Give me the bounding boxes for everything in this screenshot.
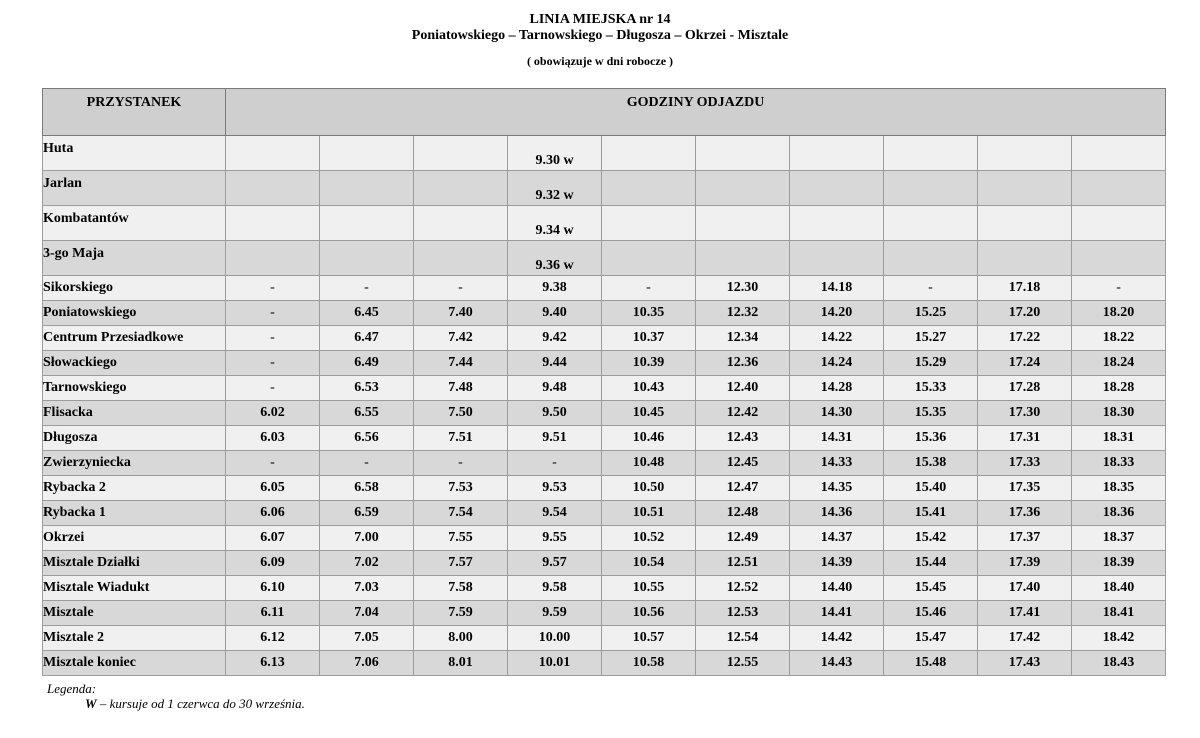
departure-time-cell: 15.27 xyxy=(884,326,978,351)
departure-time-cell: - xyxy=(226,451,320,476)
departure-time-cell xyxy=(790,241,884,276)
departure-time-cell: 15.36 xyxy=(884,426,978,451)
departure-time-cell: 9.51 xyxy=(508,426,602,451)
departure-time-cell: 14.42 xyxy=(790,626,884,651)
departure-time-cell: 17.30 xyxy=(978,401,1072,426)
departure-time-cell: 18.43 xyxy=(1072,651,1166,676)
stop-name-cell: Poniatowskiego xyxy=(43,301,226,326)
departure-time-cell: 14.43 xyxy=(790,651,884,676)
departure-time-cell: 14.40 xyxy=(790,576,884,601)
stop-name-cell: Słowackiego xyxy=(43,351,226,376)
departure-time-cell: - xyxy=(226,276,320,301)
departure-time-cell: 14.28 xyxy=(790,376,884,401)
departure-time-cell: 15.45 xyxy=(884,576,978,601)
departure-time-cell: 18.39 xyxy=(1072,551,1166,576)
departure-time-cell: 17.22 xyxy=(978,326,1072,351)
departure-time-cell: 7.04 xyxy=(320,601,414,626)
stop-name-cell: Misztale Wiadukt xyxy=(43,576,226,601)
departure-time-cell xyxy=(1072,206,1166,241)
departure-time-cell: 7.53 xyxy=(414,476,508,501)
departure-time-cell xyxy=(790,171,884,206)
departure-time-cell xyxy=(602,171,696,206)
departure-time-cell: 6.02 xyxy=(226,401,320,426)
stop-name-cell: Misztale 2 xyxy=(43,626,226,651)
departure-time-cell: 17.35 xyxy=(978,476,1072,501)
departure-time-cell: 9.55 xyxy=(508,526,602,551)
departure-time-cell xyxy=(602,206,696,241)
departure-time-cell: 12.34 xyxy=(696,326,790,351)
departure-time-cell: 18.22 xyxy=(1072,326,1166,351)
departure-time-cell: 7.48 xyxy=(414,376,508,401)
timetable-header xyxy=(0,12,1200,68)
legend-entry xyxy=(85,696,305,711)
departure-time-cell: 18.28 xyxy=(1072,376,1166,401)
departure-time-cell xyxy=(414,241,508,276)
stop-name-cell: Zwierzyniecka xyxy=(43,451,226,476)
departure-time-cell: 17.36 xyxy=(978,501,1072,526)
departure-time-cell: 7.44 xyxy=(414,351,508,376)
legend-text: – kursuje od 1 czerwca do 30 września. xyxy=(96,696,305,711)
departure-time-cell: 18.37 xyxy=(1072,526,1166,551)
table-row xyxy=(43,206,1166,241)
departure-time-cell: 15.25 xyxy=(884,301,978,326)
table-row xyxy=(43,526,1166,551)
departure-time-cell: 6.10 xyxy=(226,576,320,601)
table-row xyxy=(43,426,1166,451)
departure-time-cell: 7.05 xyxy=(320,626,414,651)
stop-name-cell: Kombatantów xyxy=(43,206,226,241)
stop-name-cell: Rybacka 2 xyxy=(43,476,226,501)
table-row xyxy=(43,551,1166,576)
departure-time-cell xyxy=(884,241,978,276)
departure-time-cell: 6.47 xyxy=(320,326,414,351)
stop-name-cell: Centrum Przesiadkowe xyxy=(43,326,226,351)
stop-name-cell: Okrzei xyxy=(43,526,226,551)
departure-time-cell: 14.37 xyxy=(790,526,884,551)
departure-time-cell: - xyxy=(1072,276,1166,301)
departure-time-cell: 12.43 xyxy=(696,426,790,451)
departure-time-cell xyxy=(320,206,414,241)
departure-time-cell: 6.13 xyxy=(226,651,320,676)
table-row xyxy=(43,626,1166,651)
departure-time-cell: 6.49 xyxy=(320,351,414,376)
departure-time-cell: 7.51 xyxy=(414,426,508,451)
departure-time-cell: 12.36 xyxy=(696,351,790,376)
departure-time-cell: - xyxy=(226,301,320,326)
departure-time-cell: 17.20 xyxy=(978,301,1072,326)
legend xyxy=(47,681,305,711)
departure-time-cell: 9.38 xyxy=(508,276,602,301)
departure-time-cell: 14.30 xyxy=(790,401,884,426)
departure-time-cell: 7.03 xyxy=(320,576,414,601)
departure-time-cell: - xyxy=(320,451,414,476)
line-title: LINIA MIEJSKA nr 14 xyxy=(529,12,671,27)
stop-name-cell: 3-go Maja xyxy=(43,241,226,276)
departure-time-cell: 6.12 xyxy=(226,626,320,651)
departure-time-cell: 9.40 xyxy=(508,301,602,326)
timetable-body xyxy=(43,136,1166,676)
departure-time-cell: 9.36 w xyxy=(508,241,602,276)
departure-time-cell: 17.18 xyxy=(978,276,1072,301)
departure-time-cell: 18.30 xyxy=(1072,401,1166,426)
legend-symbol: W xyxy=(85,696,97,711)
table-row xyxy=(43,171,1166,206)
departure-time-cell: 12.48 xyxy=(696,501,790,526)
departure-time-cell: 10.46 xyxy=(602,426,696,451)
departure-time-cell: 6.11 xyxy=(226,601,320,626)
departure-time-cell: 10.52 xyxy=(602,526,696,551)
departure-time-cell: 7.50 xyxy=(414,401,508,426)
departure-time-cell: 7.55 xyxy=(414,526,508,551)
departure-time-cell xyxy=(1072,241,1166,276)
departure-time-cell: 12.49 xyxy=(696,526,790,551)
departure-time-cell: 9.50 xyxy=(508,401,602,426)
departure-time-cell: 14.39 xyxy=(790,551,884,576)
departure-time-cell: 9.58 xyxy=(508,576,602,601)
stop-name-cell: Misztale koniec xyxy=(43,651,226,676)
departure-time-cell xyxy=(978,206,1072,241)
departure-time-cell: 12.30 xyxy=(696,276,790,301)
departure-time-cell xyxy=(696,206,790,241)
route-description: Poniatowskiego – Tarnowskiego – Długosza – Okrzei - Misztale xyxy=(411,28,789,43)
departure-time-cell: 6.09 xyxy=(226,551,320,576)
departure-time-cell xyxy=(414,136,508,171)
departure-time-cell: 10.48 xyxy=(602,451,696,476)
departure-time-cell: 9.57 xyxy=(508,551,602,576)
departure-time-cell: 7.02 xyxy=(320,551,414,576)
departure-time-cell: 10.00 xyxy=(508,626,602,651)
departure-time-cell: 7.00 xyxy=(320,526,414,551)
departure-time-cell: 10.58 xyxy=(602,651,696,676)
departure-time-cell xyxy=(978,136,1072,171)
departure-time-cell: 6.53 xyxy=(320,376,414,401)
departure-time-cell: 10.51 xyxy=(602,501,696,526)
departure-time-cell: 18.20 xyxy=(1072,301,1166,326)
departure-time-cell: 9.59 xyxy=(508,601,602,626)
departure-time-cell: 12.40 xyxy=(696,376,790,401)
departure-time-cell xyxy=(790,206,884,241)
stop-name-cell: Misztale Działki xyxy=(43,551,226,576)
departure-time-cell xyxy=(696,171,790,206)
departure-time-cell: 10.55 xyxy=(602,576,696,601)
departure-time-cell xyxy=(414,171,508,206)
departure-time-cell: 14.33 xyxy=(790,451,884,476)
departure-time-cell xyxy=(790,136,884,171)
departure-time-cell: 9.53 xyxy=(508,476,602,501)
table-row xyxy=(43,501,1166,526)
legend-title: Legenda: xyxy=(47,681,97,696)
validity-note: ( obowiązuje w dni robocze ) xyxy=(526,54,674,68)
departure-time-cell xyxy=(884,206,978,241)
departure-time-cell: 15.47 xyxy=(884,626,978,651)
departure-time-cell xyxy=(696,136,790,171)
departure-time-cell: 6.07 xyxy=(226,526,320,551)
table-row xyxy=(43,451,1166,476)
stop-name-cell: Misztale xyxy=(43,601,226,626)
departure-time-cell: 15.44 xyxy=(884,551,978,576)
table-row xyxy=(43,401,1166,426)
departure-time-cell: 10.01 xyxy=(508,651,602,676)
departure-time-cell: 18.36 xyxy=(1072,501,1166,526)
departure-times-header: GODZINY ODJAZDU xyxy=(226,89,1166,136)
departure-time-cell: 7.58 xyxy=(414,576,508,601)
departure-time-cell: 18.35 xyxy=(1072,476,1166,501)
table-row xyxy=(43,651,1166,676)
departure-time-cell: 15.29 xyxy=(884,351,978,376)
table-row xyxy=(43,601,1166,626)
departure-time-cell: 17.43 xyxy=(978,651,1072,676)
departure-time-cell: 14.31 xyxy=(790,426,884,451)
departure-time-cell xyxy=(226,171,320,206)
departure-time-cell: 15.38 xyxy=(884,451,978,476)
departure-time-cell xyxy=(696,241,790,276)
departure-time-cell xyxy=(320,136,414,171)
departure-time-cell: 9.48 xyxy=(508,376,602,401)
departure-time-cell xyxy=(320,241,414,276)
table-row xyxy=(43,576,1166,601)
departure-time-cell: 15.46 xyxy=(884,601,978,626)
departure-time-cell xyxy=(1072,136,1166,171)
departure-time-cell: 12.45 xyxy=(696,451,790,476)
departure-time-cell: 15.48 xyxy=(884,651,978,676)
departure-time-cell: 10.56 xyxy=(602,601,696,626)
departure-time-cell: 9.42 xyxy=(508,326,602,351)
departure-time-cell: 17.31 xyxy=(978,426,1072,451)
departure-time-cell: 7.54 xyxy=(414,501,508,526)
departure-time-cell: 18.40 xyxy=(1072,576,1166,601)
departure-time-cell: 15.41 xyxy=(884,501,978,526)
departure-time-cell: - xyxy=(508,451,602,476)
departure-time-cell: - xyxy=(884,276,978,301)
departure-time-cell: - xyxy=(414,276,508,301)
departure-time-cell: 12.55 xyxy=(696,651,790,676)
stop-name-cell: Jarlan xyxy=(43,171,226,206)
departure-time-cell: 6.45 xyxy=(320,301,414,326)
departure-time-cell: - xyxy=(414,451,508,476)
departure-time-cell: 9.54 xyxy=(508,501,602,526)
departure-time-cell: 18.33 xyxy=(1072,451,1166,476)
departure-time-cell: 7.42 xyxy=(414,326,508,351)
departure-time-cell: - xyxy=(226,326,320,351)
stop-column-header: PRZYSTANEK xyxy=(43,89,226,136)
table-row xyxy=(43,241,1166,276)
departure-time-cell: 14.22 xyxy=(790,326,884,351)
departure-time-cell: 12.42 xyxy=(696,401,790,426)
departure-time-cell: 9.44 xyxy=(508,351,602,376)
departure-time-cell: 8.01 xyxy=(414,651,508,676)
table-row xyxy=(43,376,1166,401)
departure-time-cell: - xyxy=(602,276,696,301)
table-row xyxy=(43,351,1166,376)
departure-time-cell xyxy=(602,136,696,171)
departure-time-cell: 9.32 w xyxy=(508,171,602,206)
table-row xyxy=(43,301,1166,326)
stop-name-cell: Huta xyxy=(43,136,226,171)
departure-time-cell: 6.03 xyxy=(226,426,320,451)
departure-time-cell: 12.52 xyxy=(696,576,790,601)
table-header-row xyxy=(43,89,1166,136)
departure-time-cell: 10.35 xyxy=(602,301,696,326)
departure-time-cell: 15.33 xyxy=(884,376,978,401)
departure-time-cell: 9.30 w xyxy=(508,136,602,171)
stop-name-cell: Sikorskiego xyxy=(43,276,226,301)
departure-time-cell: 12.54 xyxy=(696,626,790,651)
departure-time-cell: - xyxy=(226,351,320,376)
departure-time-cell: 17.40 xyxy=(978,576,1072,601)
departure-time-cell: 17.24 xyxy=(978,351,1072,376)
stop-name-cell: Flisacka xyxy=(43,401,226,426)
departure-time-cell: 17.39 xyxy=(978,551,1072,576)
departure-time-cell xyxy=(884,171,978,206)
departure-time-cell: 14.20 xyxy=(790,301,884,326)
table-row xyxy=(43,476,1166,501)
table-row xyxy=(43,136,1166,171)
departure-time-cell: 12.53 xyxy=(696,601,790,626)
departure-time-cell: 10.39 xyxy=(602,351,696,376)
stop-name-cell: Tarnowskiego xyxy=(43,376,226,401)
departure-time-cell: 18.42 xyxy=(1072,626,1166,651)
departure-time-cell: 6.06 xyxy=(226,501,320,526)
departure-time-cell: 6.05 xyxy=(226,476,320,501)
departure-time-cell: 10.57 xyxy=(602,626,696,651)
departure-time-cell: 10.45 xyxy=(602,401,696,426)
departure-time-cell: 6.59 xyxy=(320,501,414,526)
departure-time-cell: 7.06 xyxy=(320,651,414,676)
departure-time-cell: 7.57 xyxy=(414,551,508,576)
departure-time-cell: - xyxy=(320,276,414,301)
stop-name-cell: Długosza xyxy=(43,426,226,451)
departure-time-cell: 15.42 xyxy=(884,526,978,551)
departure-time-cell: 17.28 xyxy=(978,376,1072,401)
departure-time-cell: 6.55 xyxy=(320,401,414,426)
departure-time-cell: 6.56 xyxy=(320,426,414,451)
departure-time-cell xyxy=(978,171,1072,206)
departure-time-cell: 14.18 xyxy=(790,276,884,301)
departure-time-cell xyxy=(414,206,508,241)
departure-time-cell: 12.47 xyxy=(696,476,790,501)
departure-time-cell: 10.43 xyxy=(602,376,696,401)
departure-time-cell: 14.36 xyxy=(790,501,884,526)
departure-time-cell: 9.34 w xyxy=(508,206,602,241)
departure-time-cell xyxy=(978,241,1072,276)
departure-time-cell: 17.42 xyxy=(978,626,1072,651)
departure-time-cell xyxy=(320,171,414,206)
table-row xyxy=(43,276,1166,301)
departure-time-cell: 14.41 xyxy=(790,601,884,626)
departure-time-cell: 18.24 xyxy=(1072,351,1166,376)
departure-time-cell: 10.37 xyxy=(602,326,696,351)
departure-time-cell xyxy=(602,241,696,276)
departure-time-cell: 8.00 xyxy=(414,626,508,651)
departure-time-cell: 15.40 xyxy=(884,476,978,501)
departure-time-cell: 18.41 xyxy=(1072,601,1166,626)
departure-time-cell: 17.41 xyxy=(978,601,1072,626)
departure-time-cell xyxy=(226,206,320,241)
departure-time-cell xyxy=(1072,171,1166,206)
table-row xyxy=(43,326,1166,351)
departure-time-cell: 7.59 xyxy=(414,601,508,626)
departure-time-cell: 6.58 xyxy=(320,476,414,501)
departure-time-cell: 10.50 xyxy=(602,476,696,501)
departure-time-cell: 18.31 xyxy=(1072,426,1166,451)
stop-name-cell: Rybacka 1 xyxy=(43,501,226,526)
departure-time-cell: 15.35 xyxy=(884,401,978,426)
departure-time-cell: 12.32 xyxy=(696,301,790,326)
departure-time-cell: 17.33 xyxy=(978,451,1072,476)
departure-time-cell: 10.54 xyxy=(602,551,696,576)
departure-time-cell: 17.37 xyxy=(978,526,1072,551)
departure-time-cell: 14.24 xyxy=(790,351,884,376)
departure-time-cell: 14.35 xyxy=(790,476,884,501)
departure-time-cell: - xyxy=(226,376,320,401)
departure-time-cell xyxy=(884,136,978,171)
departure-time-cell: 7.40 xyxy=(414,301,508,326)
departure-time-cell: 12.51 xyxy=(696,551,790,576)
departure-time-cell xyxy=(226,136,320,171)
departure-time-cell xyxy=(226,241,320,276)
timetable xyxy=(42,88,1166,676)
